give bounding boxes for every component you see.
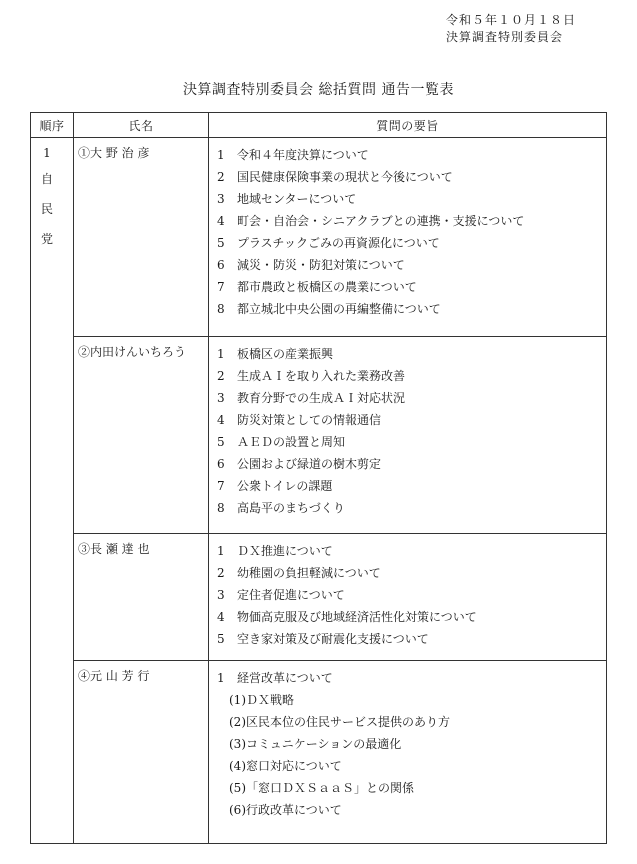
question-item: 1 板橋区の産業振興: [217, 347, 334, 361]
question-item: 2 幼稚園の負担軽減について: [217, 566, 381, 580]
member-name: ④元 山 芳 行: [74, 661, 209, 844]
question-subitem: (3)コミュニケーションの最適化: [229, 737, 402, 751]
table-header-row: [31, 113, 607, 138]
member-name: ①大 野 治 彦: [74, 138, 209, 337]
question-item: 5 空き家対策及び耐震化支援について: [217, 632, 429, 646]
question-item: 7 公衆トイレの課題: [217, 479, 333, 493]
question-subitem: (5)「窓口ＤＸＳａａＳ」との関係: [229, 781, 414, 795]
party-name: [41, 164, 73, 254]
question-item: 7 都市農政と板橋区の農業について: [217, 280, 417, 294]
question-item: 4 防災対策としての情報通信: [217, 413, 382, 427]
table-row: [31, 534, 607, 661]
notice-table: [30, 112, 607, 844]
committee-name: 決算調査特別委員会: [446, 30, 564, 44]
table-row: [31, 337, 607, 534]
table-row: [31, 138, 607, 337]
question-item: 3 教育分野での生成ＡＩ対応状況: [217, 391, 406, 405]
question-item: 1 令和４年度決算について: [217, 148, 369, 162]
question-item: 1 経営改革について: [217, 671, 333, 685]
question-item: 4 物価高克服及び地域経済活性化対策について: [217, 610, 477, 624]
question-item: 5 プラスチックごみの再資源化について: [217, 236, 440, 250]
question-item: 6 減災・防災・防犯対策について: [217, 258, 405, 272]
question-item: 4 町会・自治会・シニアクラブとの連携・支援について: [217, 214, 525, 228]
question-item: 6 公園および緑道の樹木剪定: [217, 457, 382, 471]
order-number: 1: [43, 146, 51, 160]
question-subitem: (6)行政改革について: [229, 803, 342, 817]
question-item: 1 ＤＸ推進について: [217, 544, 333, 558]
table-row: [31, 661, 607, 844]
order-cell: [31, 138, 74, 844]
question-item: 3 地域センターについて: [217, 192, 357, 206]
question-item: 3 定住者促進について: [217, 588, 345, 602]
question-subitem: (1)ＤＸ戦略: [229, 693, 294, 707]
question-item: 2 生成ＡＩを取り入れた業務改善: [217, 369, 406, 383]
question-item: 8 都立城北中央公園の再編整備について: [217, 302, 441, 316]
header-order: 順序: [31, 113, 74, 138]
party-char: 自: [41, 172, 54, 186]
question-item: 8 高島平のまちづくり: [217, 501, 345, 515]
document-header: [446, 12, 606, 46]
question-item: 5 ＡＥＤの設置と周知: [217, 435, 346, 449]
question-subitem: (4)窓口対応について: [229, 759, 342, 773]
question-subitem: (2)区民本位の住民サービス提供のあり方: [229, 715, 450, 729]
document-date: 令和５年１０月１８日: [446, 13, 577, 27]
member-name: ②内田けんいちろう: [74, 337, 209, 534]
header-name: 氏名: [74, 113, 209, 138]
page-title: 決算調査特別委員会 総括質問 通告一覧表: [183, 82, 454, 98]
question-list: [209, 534, 607, 661]
member-name: ③長 瀬 達 也: [74, 534, 209, 661]
question-item: 2 国民健康保険事業の現状と今後について: [217, 170, 453, 184]
question-list: [209, 337, 607, 534]
header-questions: 質問の要旨: [209, 113, 607, 138]
party-char: 党: [41, 232, 54, 246]
question-list: [209, 138, 607, 337]
party-char: 民: [41, 202, 54, 216]
question-list: [209, 661, 607, 844]
